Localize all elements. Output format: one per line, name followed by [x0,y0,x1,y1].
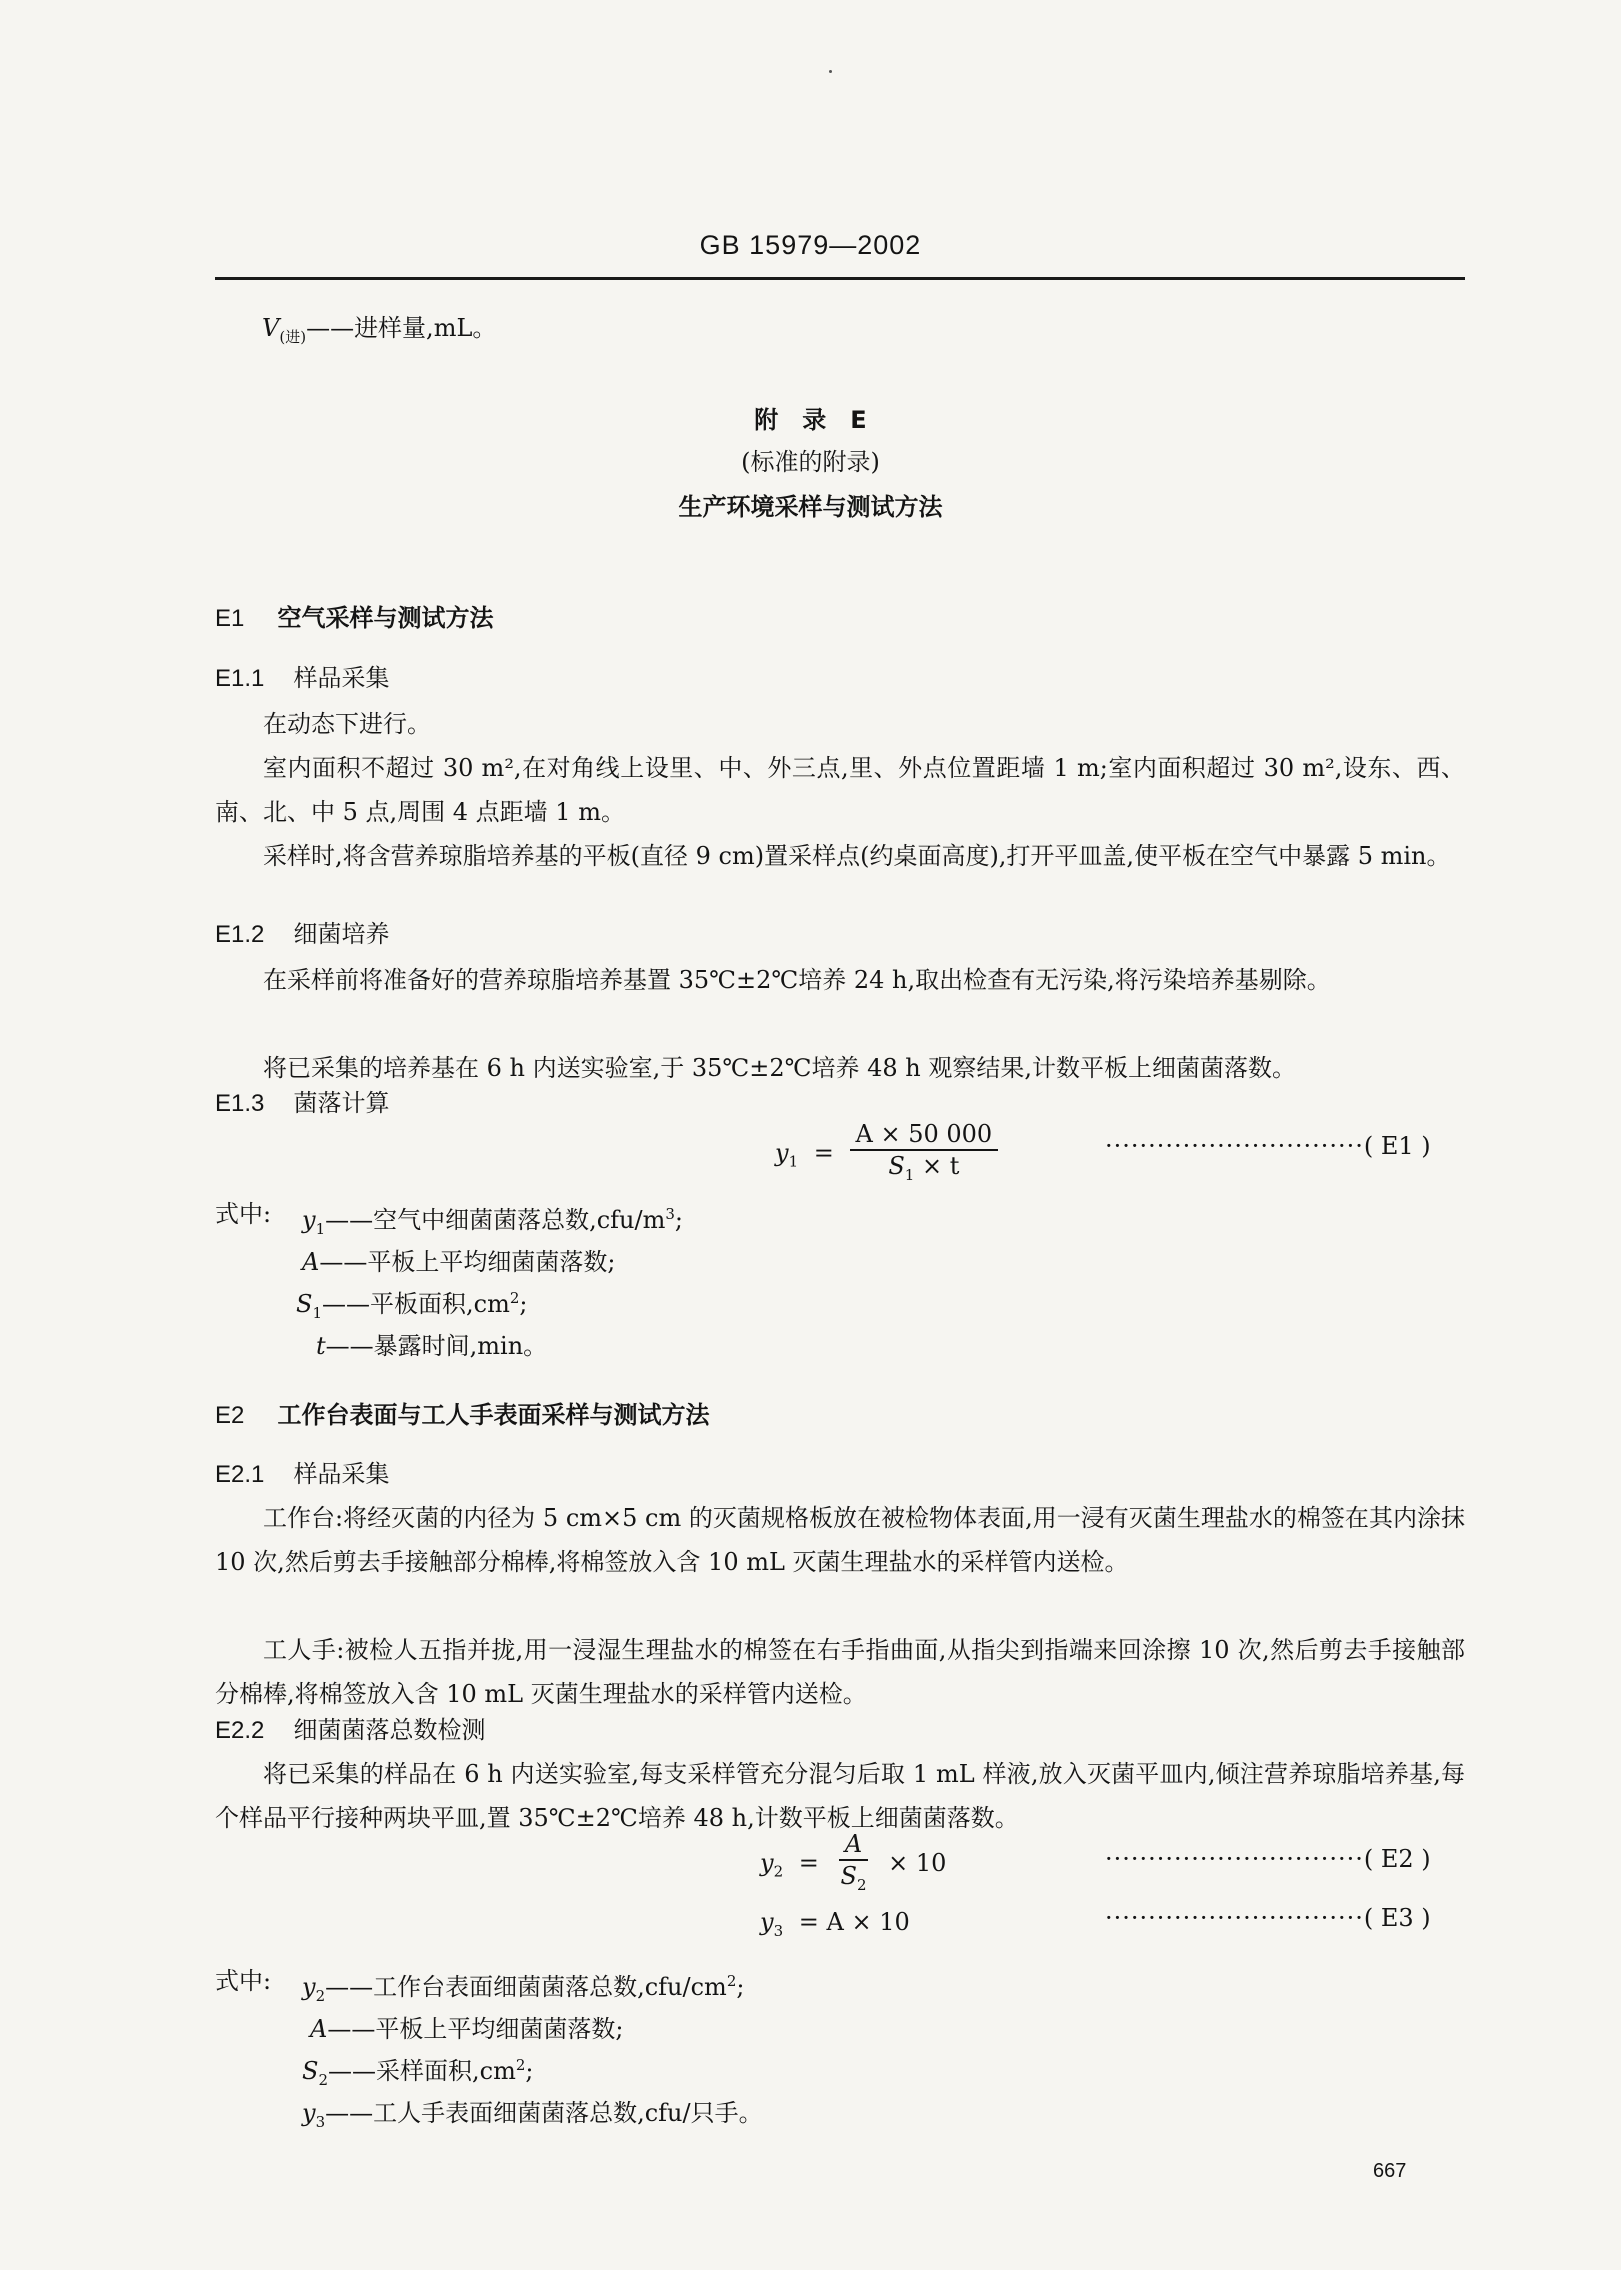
leader-dots: ······························ [1105,1845,1364,1873]
subsection-heading-e2-2 [215,1712,485,1748]
paragraph: 将已采集的样品在 6 h 内送实验室,每支采样管充分混匀后取 1 mL 样液,放入灭菌平皿内,倾注营养琼脂培养基,每个样品平行接种两块平皿,置 35℃±2℃培养 48 h,计数平板上细菌菌落数。 [215,1760,1465,1832]
def-symbol: y [302,2099,316,2127]
equation-label: ( E2 ) [1363,1845,1431,1873]
appendix-title: 附 录 E [754,406,867,434]
def-text: ——工人手表面细菌菌落总数,cfu/只手。 [325,2099,763,2127]
formula-rhs: = A × 10 [798,1908,910,1936]
def-sup: 3 [665,1205,675,1223]
subsection-title: 菌落计算 [293,1089,390,1117]
denominator-rest: × t [914,1152,960,1180]
def-symbol: y [302,1973,316,2001]
equals-sign: = [798,1848,819,1877]
def-dash: —— [306,314,355,342]
formula-e1 [775,1120,998,1189]
equation-number-e1 [1105,1132,1431,1160]
fraction [850,1120,999,1189]
section-title: 工作台表面与工人手表面采样与测试方法 [277,1401,710,1429]
subsection-heading-e2-1 [215,1456,389,1492]
header-rule [215,277,1465,280]
def-end: ; [674,1206,684,1234]
def-symbol: S [296,1290,313,1318]
appendix-name: 生产环境采样与测试方法 [678,493,943,521]
subsection-number: E1.2 [215,921,265,948]
def-sup: 2 [515,2056,526,2074]
denominator-sub: 2 [856,1875,867,1894]
formula-e3 [760,1904,910,1949]
variable-definition [316,1321,547,1374]
leader-dots: ······························ [1105,1904,1364,1932]
subsection-number: E1.1 [215,665,265,692]
denominator-symbol: S [840,1862,857,1890]
def-symbol: A [302,1248,320,1276]
paragraph: 采样时,将含营养琼脂培养基的平板(直径 9 cm)置采样点(约桌面高度),打开平皿盖,使平板在空气中暴露 5 min。 [263,842,1451,870]
formula-rest: × 10 [888,1848,947,1877]
def-end: ; [519,1290,528,1318]
def-sub: 1 [315,1219,326,1238]
def-symbol: V [262,314,280,342]
def-text: ——平板上平均细菌菌落数; [327,2015,624,2043]
def-sub: 3 [315,2112,326,2131]
paragraph: 在动态下进行。 [263,710,431,738]
section-number: E1 [215,605,245,632]
def-text: ——工作台表面细菌菌落总数,cfu/cm [325,1973,727,2001]
subsection-title: 样品采集 [293,664,390,692]
subsection-title: 样品采集 [293,1460,390,1488]
def-symbol: A [310,2015,328,2043]
formula-lhs-sub: 1 [788,1152,799,1171]
equation-number-e2 [1105,1845,1431,1873]
standard-header: GB 15979—2002 [699,230,922,260]
formula-lhs: y [775,1138,789,1167]
equation-label: ( E1 ) [1363,1132,1431,1160]
equals-sign: = [813,1138,834,1167]
denominator [835,1861,873,1899]
section-title: 空气采样与测试方法 [277,604,494,632]
section-heading-e2 [215,1395,709,1430]
def-text: ——采样面积,cm [328,2057,516,2085]
def-text: ——暴露时间,min。 [325,1332,548,1360]
def-symbol: t [316,1332,326,1360]
subsection-heading-e1-3 [215,1085,389,1121]
fraction [835,1830,873,1899]
def-sub: 1 [312,1303,322,1322]
subsection-title: 细菌培养 [293,920,390,948]
paragraph: 在采样前将准备好的营养琼脂培养基置 35℃±2℃培养 24 h,取出检查有无污染,将污染培养基剔除。 [263,966,1331,994]
subsection-number: E1.3 [215,1090,265,1117]
def-sub: 2 [318,2070,328,2089]
page-number: 667 [1373,2160,1407,2182]
appendix-subtitle: (标准的附录) [741,448,880,476]
formula-lhs: y [760,1908,774,1936]
formula-e2 [760,1830,946,1899]
numerator: A × 50 000 [850,1120,999,1151]
denominator-symbol: S [888,1152,905,1180]
numerator [839,1830,868,1861]
def-end: ; [736,1973,745,2001]
def-subscript: (进) [279,327,307,346]
leader-dots: ······························ [1105,1132,1364,1160]
def-sub: 2 [315,1986,326,2005]
numerator-symbol: A [844,1830,863,1858]
section-heading-e1 [215,598,493,633]
where-label: 式中: [215,1200,272,1228]
paragraph: 将已采集的培养基在 6 h 内送实验室,于 35℃±2℃培养 48 h 观察结果,计数平板上细菌菌落数。 [263,1054,1296,1082]
paragraph: 室内面积不超过 30 m²,在对角线上设里、中、外三点,里、外点位置距墙 1 m;室内面积超过 30 m²,设东、西、南、北、中 5 点,周围 4 点距墙 1 m。 [215,754,1465,826]
def-sup: 2 [726,1972,737,1990]
variable-definition [302,2088,763,2141]
equation-number-e3 [1105,1904,1431,1932]
paragraph: 工作台:将经灭菌的内径为 5 cm×5 cm 的灭菌规格板放在被检物体表面,用一浸有灭菌生理盐水的棉签在其内涂抹 10 次,然后剪去手接触部分棉棒,将棉签放入含 10 mL 灭菌生理盐水的采样管内送检。 [215,1504,1465,1576]
def-end: ; [525,2057,534,2085]
subsection-heading-e1-1 [215,660,389,696]
scan-speck [829,70,832,73]
subsection-number: E2.1 [215,1461,265,1488]
def-text: ——空气中细菌菌落总数,cfu/m [325,1206,666,1234]
denominator [882,1151,965,1189]
def-text: ——平板面积,cm [322,1290,510,1318]
subsection-title: 细菌菌落总数检测 [293,1716,486,1744]
subsection-heading-e1-2 [215,916,389,952]
intake-volume-definition [262,310,496,355]
formula-lhs-sub: 3 [773,1921,784,1940]
paragraph: 工人手:被检人五指并拢,用一浸湿生理盐水的棉签在右手指曲面,从指尖到指端来回涂擦 10 次,然后剪去手接触部分棉棒,将棉签放入含 10 mL 灭菌生理盐水的采样管内送检。 [215,1636,1465,1708]
def-text: ——平板上平均细菌菌落数; [319,1248,616,1276]
def-text: 进样量,mL。 [354,314,497,342]
denominator-sub: 1 [904,1165,915,1184]
subsection-number: E2.2 [215,1717,265,1744]
def-sup: 2 [509,1289,520,1307]
section-number: E2 [215,1402,245,1429]
formula-lhs-sub: 2 [773,1862,784,1881]
equation-label: ( E3 ) [1363,1904,1431,1932]
where-label: 式中: [215,1967,272,1995]
def-symbol: S [302,2057,319,2085]
def-symbol: y [302,1206,316,1234]
formula-lhs: y [760,1848,774,1877]
